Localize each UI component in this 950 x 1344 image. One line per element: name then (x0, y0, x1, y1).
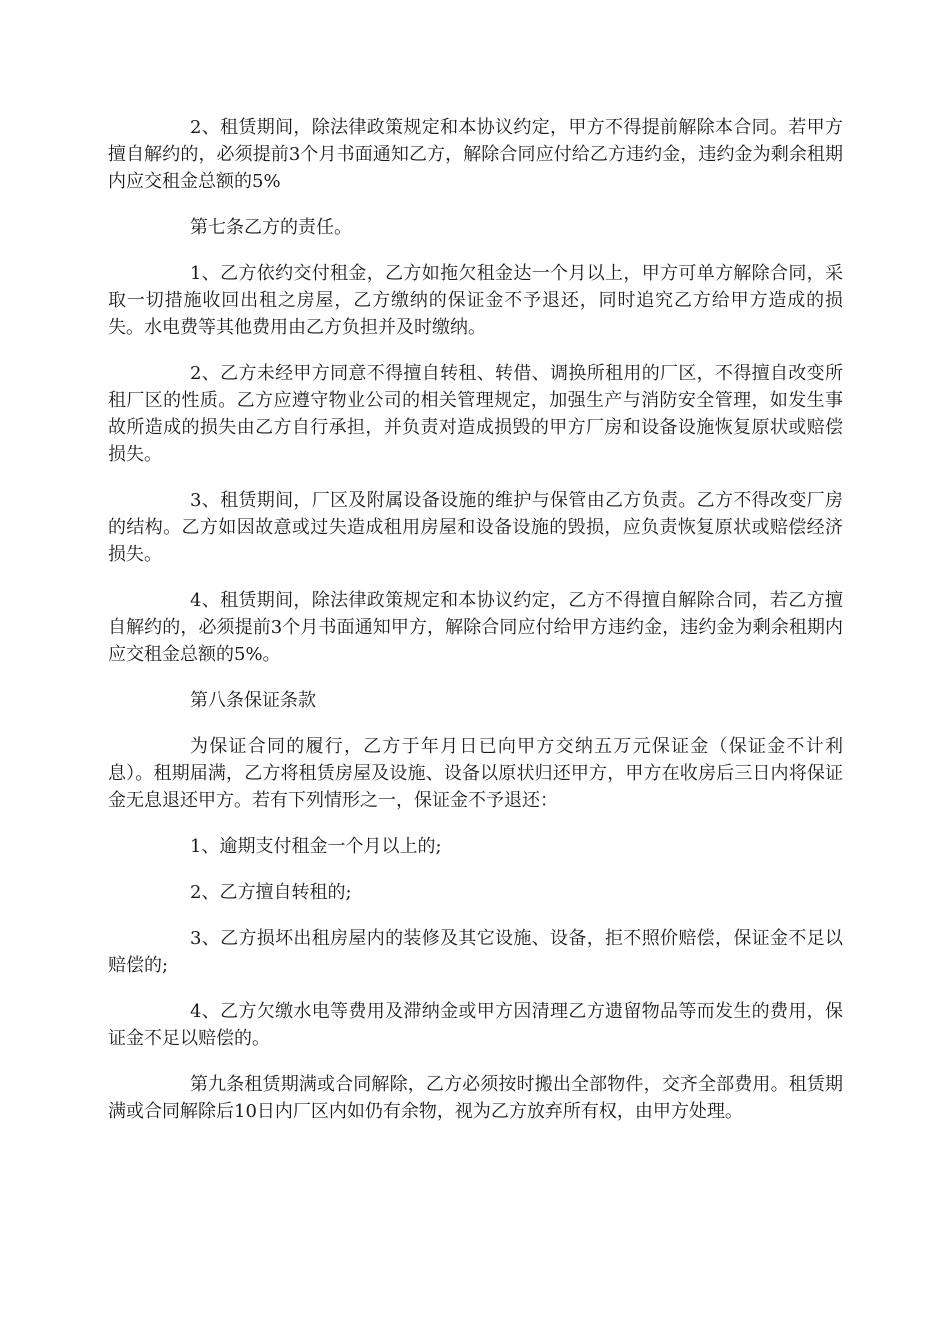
article-8-intro: 为保证合同的履行，乙方于年月日已向甲方交纳五万元保证金（保证金不计利息）。租期届满，乙方将租赁房屋及设施、设备以原状归还甲方，甲方在收房后三日内将保证金无息退还甲方。若有下列情形之一，保证金不予退还： (108, 736, 843, 811)
clause-8-item-2: 2、乙方擅自转租的; (190, 882, 352, 903)
document-body (108, 114, 843, 1144)
article-7-heading: 第七条乙方的责任。 (190, 217, 352, 238)
clause-6-item-2: 2、租赁期间，除法律政策规定和本协议约定，甲方不得提前解除本合同。若甲方擅自解约的，必须提前3个月书面通知乙方，解除合同应付给乙方违约金，违约金为剩余租期内应交租金总额的5% (108, 117, 843, 192)
article-9-text: 第九条租赁期满或合同解除，乙方必须按时搬出全部物件，交齐全部费用。租赁期满或合同解除后10日内厂区内如仍有余物，视为乙方放弃所有权，由甲方处理。 (108, 1074, 843, 1122)
article-8-heading: 第八条保证条款 (190, 690, 316, 711)
clause-7-item-4: 4、租赁期间，除法律政策规定和本协议约定，乙方不得擅自解除合同，若乙方擅自解约的，必须提前3个月书面通知甲方，解除合同应付给甲方违约金，违约金为剩余租期内应交租金总额的5%。 (108, 590, 843, 665)
clause-7-item-3: 3、租赁期间，厂区及附属设备设施的维护与保管由乙方负责。乙方不得改变厂房的结构。乙方如因故意或过失造成租用房屋和设备设施的毁损，应负责恢复原状或赔偿经济损失。 (108, 490, 843, 565)
clause-7-item-2: 2、乙方未经甲方同意不得擅自转租、转借、调换所租用的厂区，不得擅自改变所租厂区的性质。乙方应遵守物业公司的相关管理规定，加强生产与消防安全管理，如发生事故所造成的损失由乙方自行承担，并负责对造成损毁的甲方厂房和设备设施恢复原状或赔偿损失。 (108, 363, 843, 465)
clause-8-item-1: 1、逾期支付租金一个月以上的; (190, 836, 442, 857)
clause-7-item-1: 1、乙方依约交付租金，乙方如拖欠租金达一个月以上，甲方可单方解除合同，采取一切措施收回出租之房屋，乙方缴纳的保证金不予退还，同时追究乙方给甲方造成的损失。水电费等其他费用由乙方负担并及时缴纳。 (108, 263, 843, 338)
clause-8-item-3: 3、乙方损坏出租房屋内的装修及其它设施、设备，拒不照价赔偿，保证金不足以赔偿的; (108, 928, 843, 976)
clause-8-item-4: 4、乙方欠缴水电等费用及滞纳金或甲方因清理乙方遗留物品等而发生的费用，保证金不足以赔偿的。 (108, 1001, 843, 1049)
